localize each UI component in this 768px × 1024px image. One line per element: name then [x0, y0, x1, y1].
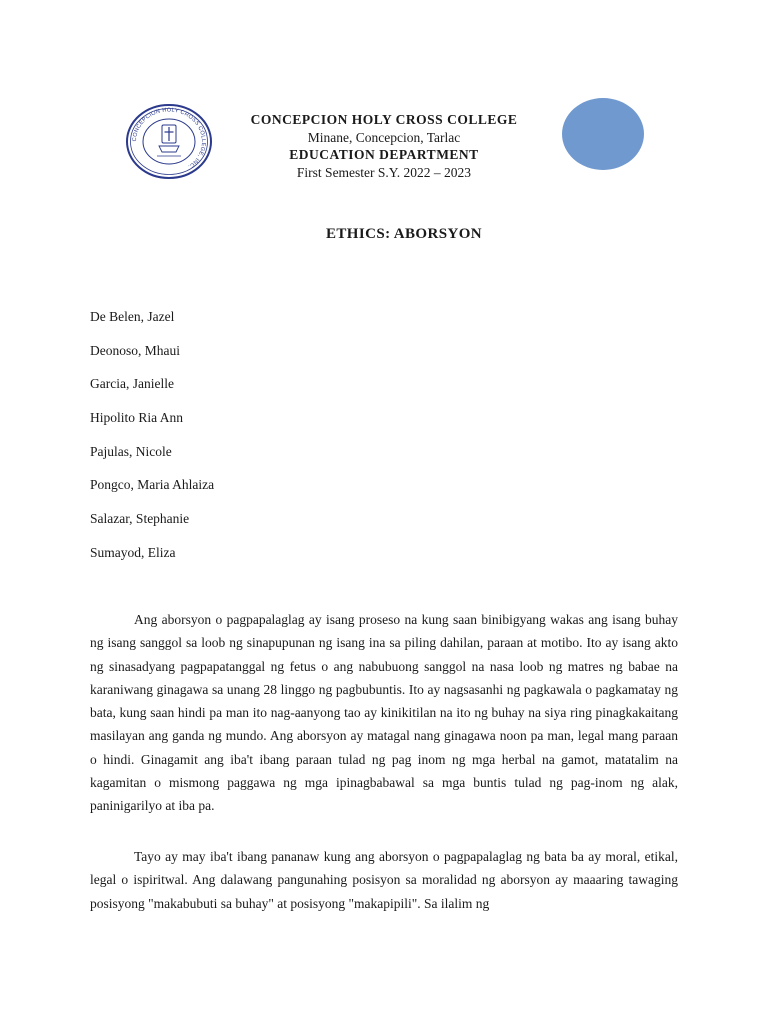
svg-text:CONCEPCION HOLY CROSS COLLEGE,: CONCEPCION HOLY CROSS COLLEGE, INC. — [131, 107, 207, 170]
body-paragraph: Ang aborsyon o pagpapalaglag ay isang proseso na kung saan binibigyang wakas ang isang buhay ng isang sanggol sa loob ng sinapupunan ng isang ina sa piling dahilan, paraan at motibo. Ito ay isang akto ng sinasadyang pagpapatanggal ng fetus o ang nabubuong sanggol na nasa loob ng matres ng babae na karaniwang ginagawa sa unang 28 linggo ng pagbubuntis. Ito ay nagsasanhi ng pagkawala o pagkamatay ng bata, kung saan hindi pa man ito nag-aanyong tao ay kinikitilan na ito ng buhay na siya ring pinagkakaitang masilayan ang ganda ng mundo. Ang aborsyon ay matagal nang ginagawa noon pa man, legal mang paraan o hindi. Ginagamit ang iba't ibang paraan tulad ng pag inom ng mga herbal na gamot, matatalim na kagamitan o mismong paggawa ng mga ipinagbabawal sa mga buntis tulad ng pag-inom ng alak, paninigarilyo at iba pa. — [90, 612, 678, 814]
member-name: De Belen, Jazel — [90, 309, 175, 324]
member-name: Garcia, Janielle — [90, 376, 174, 392]
member-name: Deonoso, Mhaui — [90, 342, 180, 358]
member-name: Pongco, Maria Ahlaiza — [90, 477, 215, 493]
semester-line: First Semester S.Y. 2022 – 2023 — [296, 164, 472, 180]
document-title: ETHICS: ABORSYON — [325, 226, 483, 242]
department-name: EDUCATION DEPARTMENT — [289, 147, 479, 162]
member-name: Pajulas, Nicole — [90, 443, 172, 459]
blue-oval-shape — [562, 98, 644, 170]
college-name: CONCEPCION HOLY CROSS COLLEGE — [250, 112, 518, 127]
college-address: Minane, Concepcion, Tarlac — [307, 129, 461, 145]
member-name: Sumayod, Eliza — [90, 544, 176, 560]
body-paragraph: Tayo ay may iba't ibang pananaw kung ang aborsyon o pagpapalaglag ng bata ba ay moral, etikal, legal o ispiritwal. Ang dalawang pangunahing posisyon sa moralidad ng aborsyon ay maaaring tawaging posisyong "makabubuti sa buhay" at posisyong "makapipili". Sa ilalim ng — [90, 849, 678, 911]
member-name: Salazar, Stephanie — [90, 511, 190, 527]
letterhead — [150, 111, 618, 181]
member-list — [90, 308, 214, 578]
member-name: Hipolito Ria Ann — [90, 410, 184, 426]
